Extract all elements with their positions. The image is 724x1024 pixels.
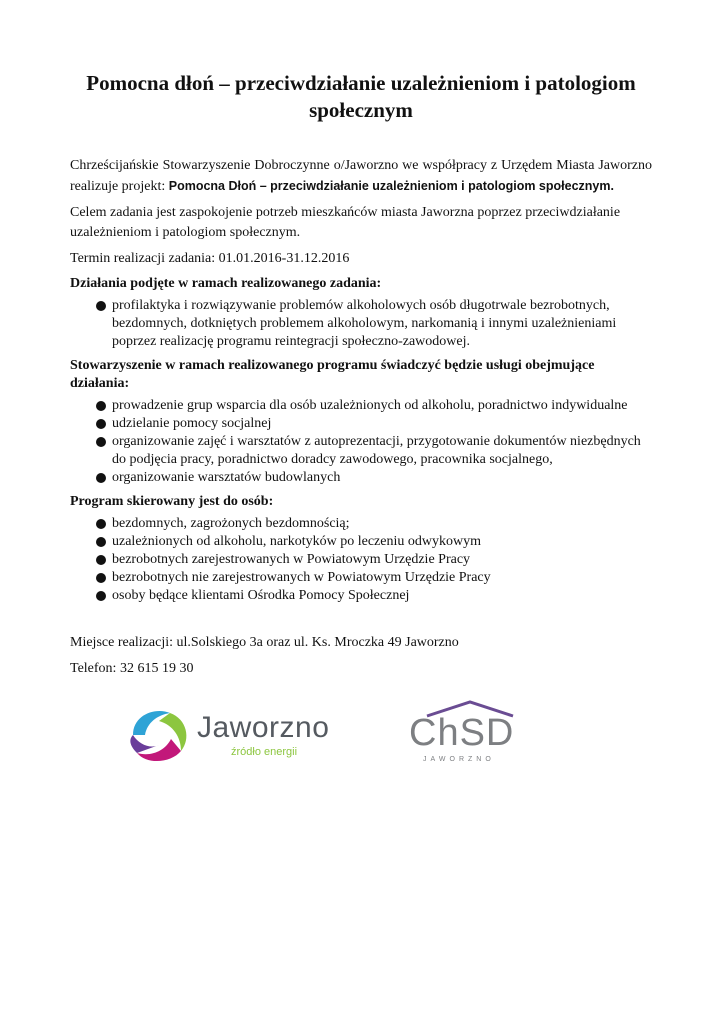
list-item: bezdomnych, zagrożonych bezdomnością; — [112, 515, 652, 533]
bullet-icon — [96, 301, 106, 311]
chsd-logo-name: ChSD — [409, 712, 515, 754]
list-item: organizowanie zajęć i warsztatów z autoprezentacji, przygotowanie dokumentów niezbędnych do podjęcia pracy, poradnictwo doradcy zawodowego, pracownika socjalnego, — [112, 433, 652, 469]
list-item: organizowanie warsztatów budowlanych — [112, 469, 652, 487]
bullet-icon — [96, 573, 106, 583]
document-title: Pomocna dłoń – przeciwdziałanie uzależnieniom i patologiom społecznym — [86, 71, 636, 122]
section2-heading: Stowarzyszenie w ramach realizowanego programu świadczyć będzie usługi obejmujące działania: — [70, 358, 595, 391]
section1-list — [70, 297, 652, 351]
bullet-icon — [96, 537, 106, 547]
bullet-icon — [96, 591, 106, 601]
chsd-logo — [405, 700, 535, 770]
intro-paragraph — [70, 156, 652, 197]
bullet-icon — [96, 473, 106, 483]
jaworzno-logo — [125, 705, 345, 765]
document-page — [70, 70, 652, 679]
chsd-logo-tagline: JAWORZNO — [423, 756, 495, 763]
list-item: udzielanie pomocy socjalnej — [112, 415, 652, 433]
jaworzno-emblem-icon — [125, 705, 195, 765]
jaworzno-logo-tagline: źródło energii — [231, 746, 298, 758]
goal-paragraph: Celem zadania jest zaspokojenie potrzeb mieszkańców miasta Jaworzna poprzez przeciwdziałanie uzależnieniom i patologiom społecznym. — [70, 205, 621, 240]
list-item: uzależnionych od alkoholu, narkotyków po leczeniu odwykowym — [112, 533, 652, 551]
bullet-icon — [96, 401, 106, 411]
section3-list — [70, 515, 652, 605]
list-item: bezrobotnych zarejestrowanych w Powiatowym Urzędzie Pracy — [112, 551, 652, 569]
list-item: bezrobotnych nie zarejestrowanych w Powiatowym Urzędzie Pracy — [112, 569, 652, 587]
spacer — [70, 605, 652, 627]
bullet-icon — [96, 519, 106, 529]
bullet-icon — [96, 555, 106, 565]
section3-heading: Program skierowany jest do osób: — [70, 494, 274, 509]
list-item: osoby będące klientami Ośrodka Pomocy Społecznej — [112, 587, 652, 605]
section2-list — [70, 397, 652, 487]
bullet-icon — [96, 437, 106, 447]
list-item: profilaktyka i rozwiązywanie problemów alkoholowych osób długotrwale bezrobotnych, bezdomnych, dotkniętych problemem alkoholowym, narkomanią i innymi uzależnieniami poprzez realizację programu reintegracji społeczno-zawodowej. — [112, 297, 652, 351]
intro-text: Chrześcijańskie Stowarzyszenie Dobroczynne o/Jaworzno we współpracy z Urzędem Miasta Jaworzno realizuje projekt: — [70, 158, 652, 194]
section1-heading: Działania podjęte w ramach realizowanego zadania: — [70, 276, 382, 291]
phone-paragraph: Telefon: 32 615 19 30 — [70, 661, 194, 676]
term-paragraph: Termin realizacji zadania: 01.01.2016-31.12.2016 — [70, 251, 350, 266]
list-item: prowadzenie grup wsparcia dla osób uzależnionych od alkoholu, poradnictwo indywidualne — [112, 397, 652, 415]
location-paragraph: Miejsce realizacji: ul.Solskiego 3a oraz ul. Ks. Mroczka 49 Jaworzno — [70, 635, 459, 650]
bullet-icon — [96, 419, 106, 429]
intro-project-name: Pomocna Dłoń – przeciwdziałanie uzależnieniom i patologiom społecznym. — [168, 179, 614, 193]
logos-row — [125, 700, 545, 780]
jaworzno-logo-name: Jaworzno — [197, 711, 330, 744]
